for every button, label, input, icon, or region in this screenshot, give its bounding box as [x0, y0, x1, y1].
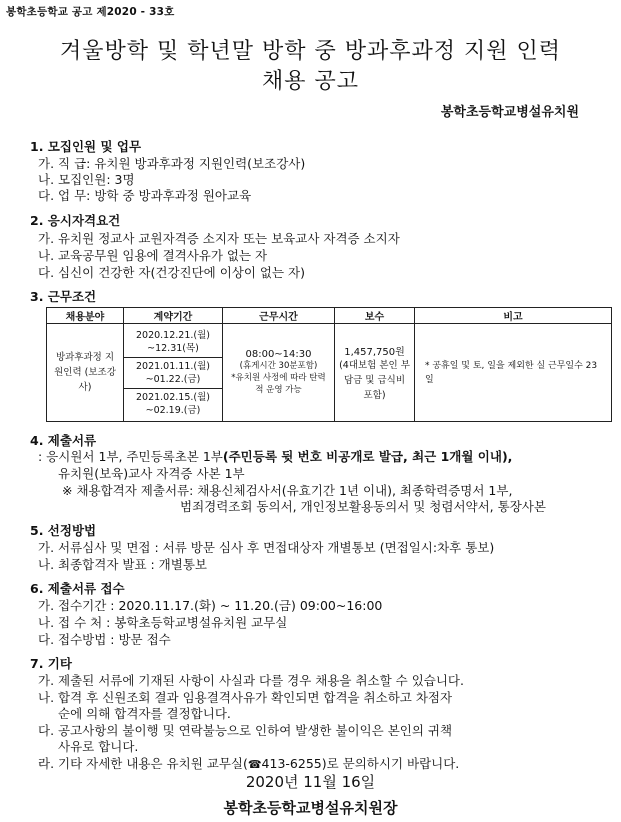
section-7-item-d-pre: 라. 기타 자세한 내용은 유치원 교무실(	[38, 756, 248, 771]
table-header-cell: 보수	[335, 308, 415, 324]
section-7-item-b-line2: 순에 의해 합격자를 결정합니다.	[58, 706, 231, 721]
section-2-item-b: 나. 교육공무원 임용에 결격사유가 없는 자	[38, 248, 268, 263]
pay-main: 1,457,750원	[344, 346, 405, 358]
period-cell	[124, 324, 223, 422]
section-5-item-b: 나. 최종합격자 발표 : 개별통보	[38, 557, 207, 572]
section-7-item-d-post: )로 문의하시기 바랍니다.	[321, 756, 460, 771]
signature: 봉학초등학교병설유치원장	[223, 799, 398, 817]
section-7-item-d	[38, 754, 459, 772]
section-4-item-c: ※ 채용합격자 제출서류: 채용신체검사서(유효기간 1년 이내), 최종학력증명서 1부,	[62, 483, 513, 498]
section-7-item-c-line1: 다. 공고사항의 불이행 및 연락불능으로 인하여 발생한 불이익은 본인의 귀책	[38, 723, 453, 738]
hours-cell	[223, 324, 335, 422]
table-header-cell: 비고	[415, 308, 612, 324]
phone-icon: ☎	[247, 758, 262, 771]
section-3-heading: 3. 근무조건	[30, 289, 97, 304]
section-4-item-b: 유치원(보육)교사 자격증 사본 1부	[58, 466, 245, 481]
organization-name: 봉학초등학교병설유치원	[440, 105, 579, 120]
field-cell: 방과후과정 지원인력 (보조강사)	[47, 324, 124, 422]
page-title-line1: 겨울방학 및 학년말 방학 중 방과후과정 지원 인력	[60, 39, 561, 64]
table-header-cell: 근무시간	[223, 308, 335, 324]
section-4-item-a	[38, 447, 512, 465]
section-7-heading: 7. 기타	[30, 656, 72, 671]
section-7-item-b-line1: 나. 합격 후 신원조회 결과 임용결격사유가 확인되면 합격을 취소하고 차점자	[38, 690, 453, 705]
table-header-cell: 채용분야	[47, 308, 124, 324]
section-6-item-b: 나. 접 수 처 : 봉학초등학교병설유치원 교무실	[38, 615, 288, 630]
period-2: 2021.01.11.(월) ~01.22.(금)	[124, 358, 222, 389]
section-5-item-a: 가. 서류심사 및 면접 : 서류 방문 심사 후 면접대상자 개별통보 (면접일시:차후 통보)	[38, 540, 495, 555]
work-conditions-table	[46, 307, 612, 422]
section-4-item-a-text: : 응시원서 1부, 주민등록초본 1부	[38, 449, 223, 464]
hours-note-2: *유치원 사정에 따라 탄력적 운영 가능	[231, 373, 326, 395]
section-2-item-a: 가. 유치원 정교사 교원자격증 소지자 또는 보육교사 자격증 소지자	[38, 231, 400, 246]
header-note: 봉학초등학교 공고 제2020 - 33호	[6, 6, 175, 18]
hours-main: 08:00~14:30	[245, 349, 312, 360]
section-7-item-a: 가. 제출된 서류에 기재된 사항이 사실과 다를 경우 채용을 취소할 수 있습니다.	[38, 673, 464, 688]
table-header-row	[47, 308, 612, 324]
section-4-item-d: 범죄경력조회 동의서, 개인정보활용동의서 및 청렴서약서, 통장사본	[180, 499, 546, 514]
pay-cell	[335, 324, 415, 422]
section-2-item-c: 다. 심신이 건강한 자(건강진단에 이상이 없는 자)	[38, 265, 305, 280]
section-1-heading: 1. 모집인원 및 업무	[30, 139, 142, 154]
section-7-item-c-line2: 사유로 합니다.	[58, 739, 139, 754]
section-5-heading: 5. 선정방법	[30, 523, 97, 538]
section-6-item-c: 다. 접수방법 : 방문 접수	[38, 632, 171, 647]
table-header-cell: 계약기간	[124, 308, 223, 324]
period-3: 2021.02.15.(월) ~02.19.(금)	[135, 391, 210, 416]
section-1-item-a: 가. 직 급: 유치원 방과후과정 지원인력(보조강사)	[38, 156, 306, 171]
section-7-item-d-phone: 413-6255	[261, 756, 322, 771]
pay-note: (4대보험 본인 부담금 및 급식비 포함)	[339, 359, 410, 401]
hours-note-1: (휴게시간 30분포함)	[239, 361, 318, 371]
section-4-heading: 4. 제출서류	[30, 433, 97, 448]
table-row	[47, 324, 612, 422]
notice-date: 2020년 11월 16일	[245, 773, 376, 791]
section-6-item-a: 가. 접수기간 : 2020.11.17.(화) ~ 11.20.(금) 09:00~16:00	[38, 598, 383, 613]
section-6-heading: 6. 제출서류 접수	[30, 581, 125, 596]
section-2-heading: 2. 응시자격요건	[30, 213, 121, 228]
period-1: 2020.12.21.(월) ~12.31(목)	[124, 327, 222, 358]
section-1-item-b: 나. 모집인원: 3명	[38, 172, 135, 187]
page-title-line2: 채용 공고	[261, 69, 359, 94]
section-1-item-c: 다. 업 무: 방학 중 방과후과정 원아교육	[38, 188, 252, 203]
section-4-item-a-emphasis: (주민등록 뒷 번호 비공개로 발급, 최근 1개월 이내),	[222, 449, 513, 464]
remark-cell: * 공휴일 및 토, 일을 제외한 실 근무일수 23일	[415, 324, 612, 422]
